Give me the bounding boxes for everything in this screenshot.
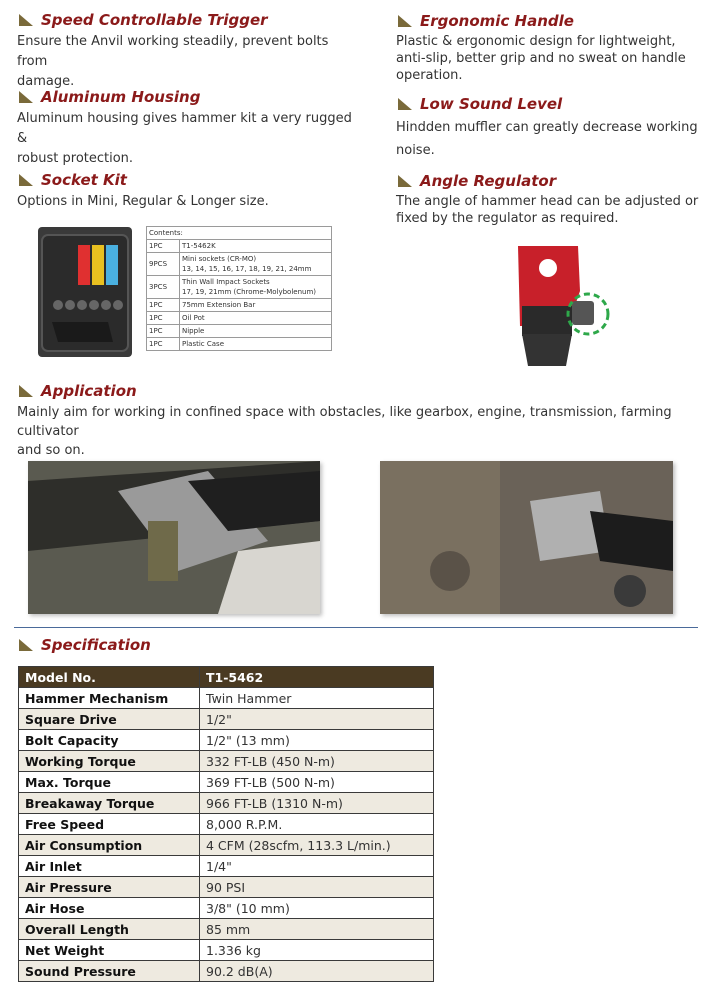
bullet-triangle-icon [19, 639, 33, 651]
spec-row [19, 835, 434, 856]
spec-row [19, 856, 434, 877]
spec-row [19, 730, 434, 751]
spec-key: Working Torque [19, 751, 200, 772]
spec-key: Max. Torque [19, 772, 200, 793]
spec-key: Overall Length [19, 919, 200, 940]
contents-row [147, 299, 332, 312]
contents-item: Oil Pot [180, 312, 332, 325]
spec-key: Air Pressure [19, 877, 200, 898]
spec-row [19, 814, 434, 835]
feature-application-title: Application [17, 382, 717, 400]
bullet-triangle-icon [398, 175, 412, 187]
bullet-triangle-icon [19, 14, 33, 26]
feature-sound [396, 95, 706, 162]
spec-row [19, 877, 434, 898]
kit-contents-table [146, 226, 332, 351]
spec-value: 332 FT-LB (450 N-m) [200, 751, 434, 772]
spec-key: Breakaway Torque [19, 793, 200, 814]
spec-value: T1-5462 [200, 667, 434, 688]
feature-trigger-title: Speed Controllable Trigger [17, 11, 362, 29]
contents-item: Nipple [180, 325, 332, 338]
spec-key: Sound Pressure [19, 961, 200, 982]
spec-value: 369 FT-LB (500 N-m) [200, 772, 434, 793]
spec-row [19, 772, 434, 793]
bullet-triangle-icon [19, 385, 33, 397]
contents-qty: 3PCS [147, 276, 180, 299]
specification-title: Specification [17, 636, 417, 654]
bullet-triangle-icon [19, 91, 33, 103]
spec-value: 4 CFM (28scfm, 113.3 L/min.) [200, 835, 434, 856]
spec-row [19, 751, 434, 772]
feature-housing [17, 88, 362, 169]
contents-item: Thin Wall Impact Sockets 17, 19, 21mm (Chrome-Molybolenum) [180, 276, 332, 299]
contents-row [147, 253, 332, 276]
feature-angle [396, 172, 706, 227]
feature-angle-text: The angle of hammer head can be adjusted or fixed by the regulator as required. [396, 194, 699, 226]
spec-value: 3/8" (10 mm) [200, 898, 434, 919]
contents-row [147, 276, 332, 299]
feature-housing-text: Aluminum housing gives hammer kit a very rugged & robust protection. [17, 111, 352, 166]
spec-value: 966 FT-LB (1310 N-m) [200, 793, 434, 814]
spec-value: 1/4" [200, 856, 434, 877]
spec-row [19, 940, 434, 961]
spec-value: Twin Hammer [200, 688, 434, 709]
feature-trigger [17, 11, 362, 92]
spec-key: Air Hose [19, 898, 200, 919]
spec-key: Air Consumption [19, 835, 200, 856]
spec-value: 1.336 kg [200, 940, 434, 961]
spec-key: Square Drive [19, 709, 200, 730]
spec-value: 1/2" [200, 709, 434, 730]
feature-trigger-text: Ensure the Anvil working steadily, prevent bolts from damage. [17, 34, 329, 89]
contents-row [147, 325, 332, 338]
contents-item: Plastic Case [180, 338, 332, 351]
feature-socket-title: Socket Kit [17, 171, 362, 189]
contents-row [147, 312, 332, 325]
contents-item: T1-5462K [180, 240, 332, 253]
spec-row [19, 793, 434, 814]
contents-item: 75mm Extension Bar [180, 299, 332, 312]
bullet-triangle-icon [398, 98, 412, 110]
contents-qty: 1PC [147, 338, 180, 351]
contents-header-row [147, 227, 332, 240]
spec-key: Net Weight [19, 940, 200, 961]
contents-qty: 9PCS [147, 253, 180, 276]
application-photo-left [28, 461, 320, 614]
spec-key: Model No. [19, 667, 200, 688]
socket-kit-case-image [38, 227, 132, 357]
feature-angle-title: Angle Regulator [396, 172, 706, 190]
feature-sound-text: Hindden muffler can greatly decrease working noise. [396, 120, 698, 158]
contents-row [147, 240, 332, 253]
contents-qty: 1PC [147, 312, 180, 325]
contents-item: Mini sockets (CR-MO) 13, 14, 15, 16, 17, 18, 19, 21, 24mm [180, 253, 332, 276]
specification-section [17, 636, 417, 654]
bullet-triangle-icon [398, 15, 412, 27]
spec-key: Bolt Capacity [19, 730, 200, 751]
contents-header: Contents: [147, 227, 332, 240]
contents-qty: 1PC [147, 240, 180, 253]
feature-handle-text: Plastic & ergonomic design for lightweight, anti-slip, better grip and no sweat on handle operation. [396, 34, 686, 83]
feature-application-text: Mainly aim for working in confined space with obstacles, like gearbox, engine, transmission, farming cultivator and so on. [17, 405, 672, 458]
feature-handle [396, 12, 706, 84]
contents-row [147, 338, 332, 351]
spec-key: Hammer Mechanism [19, 688, 200, 709]
spec-value: 8,000 R.P.M. [200, 814, 434, 835]
bullet-triangle-icon [19, 174, 33, 186]
application-photo-right [380, 461, 673, 614]
feature-housing-title: Aluminum Housing [17, 88, 362, 106]
feature-application [17, 382, 717, 460]
spec-row [19, 961, 434, 982]
feature-handle-title: Ergonomic Handle [396, 12, 706, 30]
angle-regulator-image [508, 246, 616, 366]
spec-value: 90 PSI [200, 877, 434, 898]
spec-header-row [19, 667, 434, 688]
spec-row [19, 709, 434, 730]
spec-row [19, 688, 434, 709]
specification-table [18, 666, 434, 982]
feature-sound-title: Low Sound Level [396, 95, 706, 113]
spec-key: Air Inlet [19, 856, 200, 877]
spec-key: Free Speed [19, 814, 200, 835]
feature-socket-text: Options in Mini, Regular & Longer size. [17, 194, 269, 209]
section-divider [14, 627, 698, 628]
contents-qty: 1PC [147, 299, 180, 312]
spec-value: 1/2" (13 mm) [200, 730, 434, 751]
spec-value: 85 mm [200, 919, 434, 940]
spec-row [19, 919, 434, 940]
feature-socket [17, 171, 362, 212]
contents-qty: 1PC [147, 325, 180, 338]
spec-value: 90.2 dB(A) [200, 961, 434, 982]
spec-row [19, 898, 434, 919]
